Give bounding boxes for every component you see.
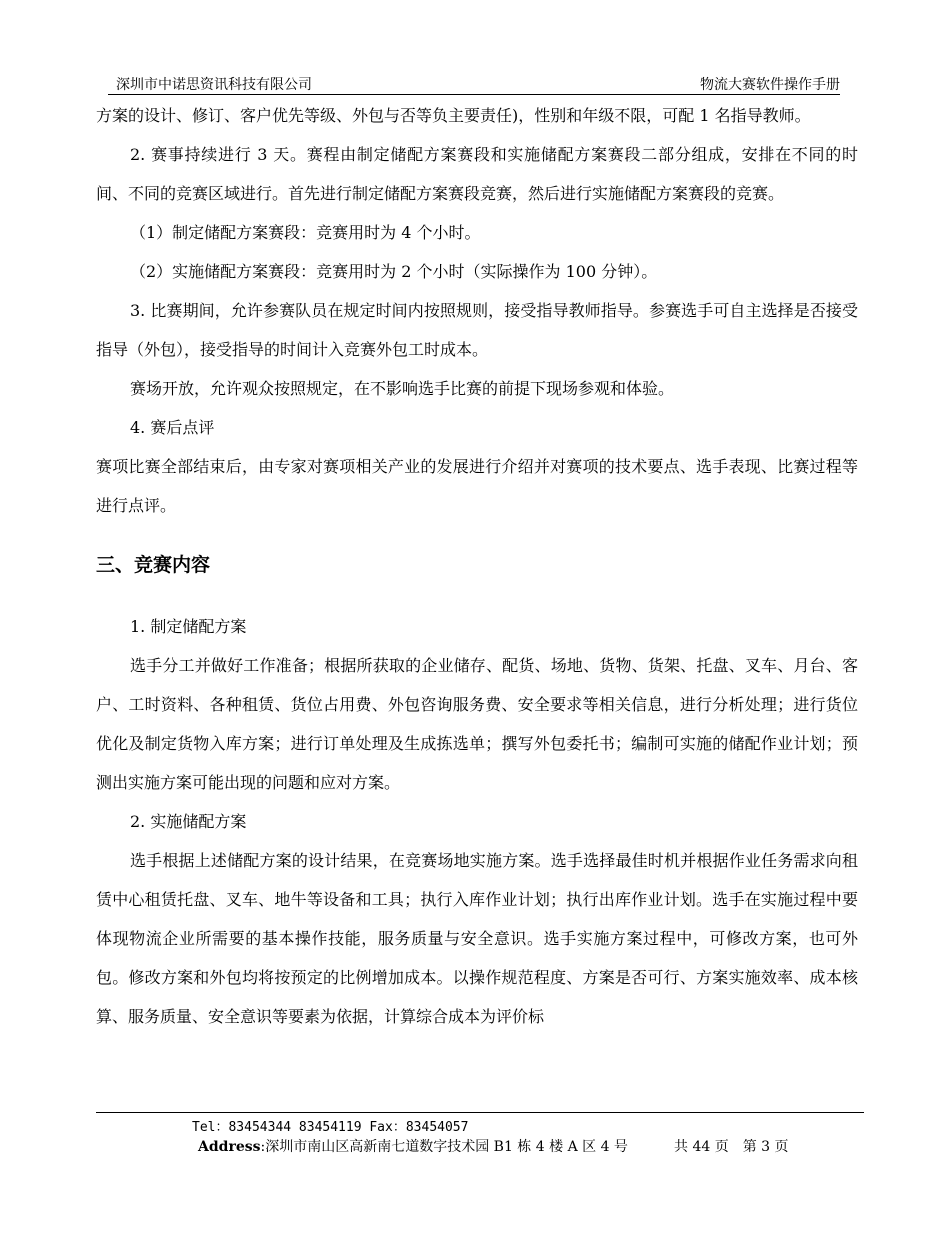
paragraph: 2. 赛事持续进行 3 天。赛程由制定储配方案赛段和实施储配方案赛段二部分组成，安排在不同的时间、不同的竞赛区域进行。首先进行制定储配方案赛段竞赛，然后进行实施储配方案赛段的竞赛。 <box>96 145 858 203</box>
footer-divider <box>96 1112 864 1113</box>
paragraph: 方案的设计、修订、客户优先等级、外包与否等负主要责任)，性别和年级不限，可配 1 名指导教师。 <box>96 106 811 125</box>
page-header <box>108 72 840 95</box>
footer-address-label: Address <box>198 1139 261 1155</box>
paragraph: 选手分工并做好工作准备；根据所获取的企业储存、配货、场地、货物、货架、托盘、叉车、月台、客户、工时资料、各种租赁、货位占用费、外包咨询服务费、安全要求等相关信息，进行分析处理；进行货位优化及制定货物入库方案；进行订单处理及生成拣选单；撰写外包委托书；编制可实施的储配作业计划；预测出实施方案可能出现的问题和应对方案。 <box>96 656 858 792</box>
paragraph: （1）制定储配方案赛段：竞赛用时为 4 个小时。 <box>130 223 481 242</box>
paragraph: 赛场开放，允许观众按照规定，在不影响选手比赛的前提下现场参观和体验。 <box>130 379 675 398</box>
paragraph: 2. 实施储配方案 <box>130 812 247 831</box>
footer-address-text: :深圳市南山区高新南七道数字技术园 B1 栋 4 楼 A 区 4 号 <box>260 1139 628 1155</box>
paragraph: 4. 赛后点评 <box>130 418 215 437</box>
paragraph: 1. 制定储配方案 <box>130 617 247 636</box>
header-manual-title: 物流大赛软件操作手册 <box>700 77 840 93</box>
header-company: 深圳市中诺思资讯科技有限公司 <box>116 77 312 93</box>
paragraph: 3. 比赛期间，允许参赛队员在规定时间内按照规则，接受指导教师指导。参赛选手可自主选择是否接受指导（外包），接受指导的时间计入竞赛外包工时成本。 <box>96 301 858 359</box>
footer-address <box>198 1136 628 1156</box>
footer-page-number: 共 44 页 第 3 页 <box>674 1139 789 1155</box>
paragraph: 选手根据上述储配方案的设计结果，在竞赛场地实施方案。选手选择最佳时机并根据作业任务需求向租赁中心租赁托盘、叉车、地牛等设备和工具；执行入库作业计划；执行出库作业计划。选手在实施过程中要体现物流企业所需要的基本操作技能，服务质量与安全意识。选手实施方案过程中，可修改方案，也可外包。修改方案和外包均将按预定的比例增加成本。以操作规范程度、方案是否可行、方案实施效率、成本核算、服务质量、安全意识等要素为依据，计算综合成本为评价标 <box>96 851 858 1026</box>
footer-contact: Tel：83454344 83454119 Fax：83454057 <box>192 1120 469 1135</box>
paragraph: 赛项比赛全部结束后，由专家对赛项相关产业的发展进行介绍并对赛项的技术要点、选手表现、比赛过程等进行点评。 <box>96 457 858 515</box>
section-heading: 三、竞赛内容 <box>96 554 211 576</box>
page-body <box>96 96 858 1036</box>
paragraph: （2）实施储配方案赛段：竞赛用时为 2 个小时（实际操作为 100 分钟）。 <box>130 262 658 281</box>
